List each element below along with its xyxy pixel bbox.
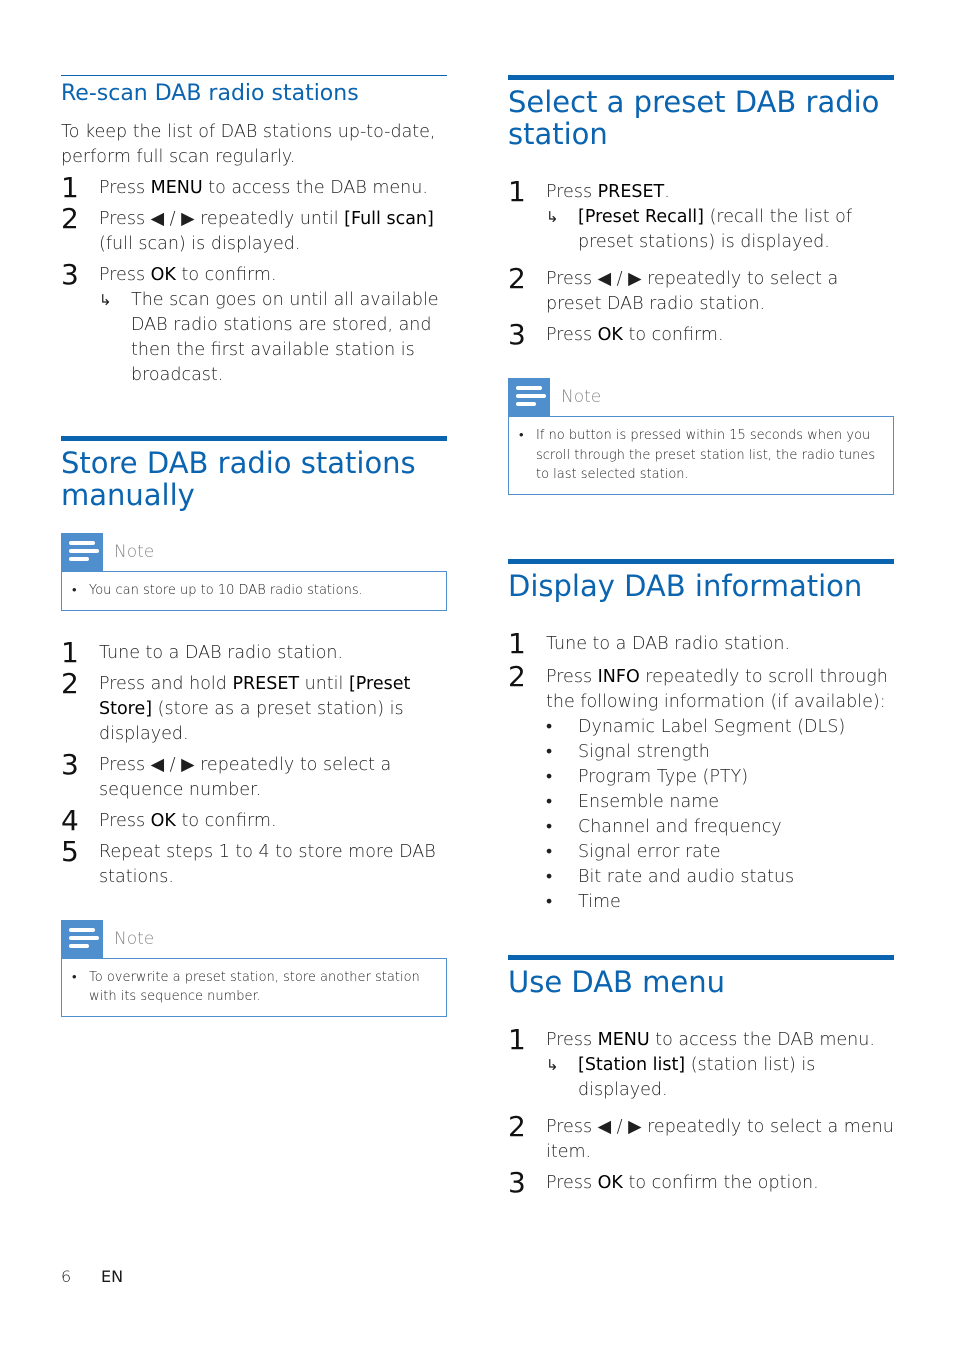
result-arrow-icon: ↳ xyxy=(99,291,112,309)
note-icon xyxy=(61,920,103,958)
list-item: • Bit rate and audio status xyxy=(546,866,795,887)
note-label: Note xyxy=(561,387,602,407)
select-step-2: 2 Press ◀ / ▶ repeatedly to select a preset DAB radio station. xyxy=(508,262,839,314)
store-note-2: Note • To overwrite a preset station, store another station with its sequence number. xyxy=(61,920,447,1017)
select-result: ↳ [Preset Recall] (recall the list of preset stations) is displayed. xyxy=(546,207,853,252)
select-step-3: 3 Press OK to confirm. xyxy=(508,318,724,351)
list-item: • Signal strength xyxy=(546,741,710,762)
rescan-heading: Re-scan DAB radio stations xyxy=(61,75,447,108)
menu-step-1: 1 Press MENU to access the DAB menu. ↳ [Station list] (station list) is displayed. xyxy=(508,1028,894,1103)
list-item: • Channel and frequency xyxy=(546,816,782,837)
list-item: • Time xyxy=(546,891,621,912)
result-arrow-icon: ↳ xyxy=(546,1055,559,1074)
rescan-step-1: 1 Press MENU to access the DAB menu. xyxy=(61,171,428,204)
select-step-1: 1 Press PRESET. ↳ [Preset Recall] (recall the list of preset stations) is displayed. xyxy=(508,180,894,255)
menu-step-3: 3 Press OK to confirm the option. xyxy=(508,1165,819,1199)
note-icon xyxy=(61,533,103,571)
language-code: EN xyxy=(101,1267,124,1286)
store-note-1: Note • You can store up to 10 DAB radio stations. xyxy=(61,533,447,611)
display-step-1: 1 Tune to a DAB radio station. xyxy=(508,626,791,660)
menu-heading: Use DAB menu xyxy=(508,955,894,998)
page-number: 6 xyxy=(61,1267,72,1286)
list-item: • Dynamic Label Segment (DLS) xyxy=(546,716,846,737)
menu-result: ↳ [Station list] (station list) is displayed. xyxy=(546,1054,816,1100)
store-heading: Store DAB radio stations manually xyxy=(61,436,447,511)
note-text: You can store up to 10 DAB radio stations. xyxy=(89,583,363,598)
note-text: If no button is pressed within 15 seconds when you scroll through the preset station list, the radio tunes to last selected station. xyxy=(536,428,876,482)
list-item: • Program Type (PTY) xyxy=(546,766,749,787)
rescan-result: ↳ The scan goes on until all available DAB radio stations are stored, and then the first available station is broadcast. xyxy=(99,290,439,385)
list-item: • Ensemble name xyxy=(546,791,720,812)
note-label: Note xyxy=(114,928,155,949)
rescan-step-2: 2 Press ◀ / ▶ repeatedly until [Full scan] (full scan) is displayed. xyxy=(61,202,434,254)
store-step-1: 1 Tune to a DAB radio station. xyxy=(61,635,344,669)
select-note: Note • If no button is pressed within 15 seconds when you scroll through the preset station list, the radio tunes to last selected station. xyxy=(508,378,894,495)
store-step-5: 5 Repeat steps 1 to 4 to store more DAB stations. xyxy=(61,834,436,887)
left-column xyxy=(61,75,447,1017)
note-label: Note xyxy=(114,542,155,562)
right-column xyxy=(508,75,894,1199)
result-arrow-icon: ↳ xyxy=(546,208,559,226)
note-text: To overwrite a preset station, store another station with its sequence number. xyxy=(89,969,420,1004)
display-heading: Display DAB information xyxy=(508,559,894,602)
note-icon xyxy=(508,378,550,416)
store-step-3: 3 Press ◀ / ▶ repeatedly to select a sequence number. xyxy=(61,747,392,800)
display-step-2: 2 Press INFO repeatedly to scroll through the following information (if available): • Dynamic Label Segment (DLS) • Signal strength • Program Type (PTY) • Ensemble name • Channel and frequency • Signal error rate • Bit rate and audio status • Time xyxy=(508,665,894,915)
list-item: • Signal error rate xyxy=(546,841,721,862)
store-step-4: 4 Press OK to confirm. xyxy=(61,803,277,837)
rescan-intro: To keep the list of DAB stations up-to-date, perform full scan regularly. xyxy=(61,122,436,167)
menu-step-2: 2 Press ◀ / ▶ repeatedly to select a menu item. xyxy=(508,1109,894,1162)
rescan-step-3: 3 Press OK to confirm. ↳ The scan goes on until all available DAB radio stations are stored, and then the first available station is broadcast. xyxy=(61,263,447,388)
store-step-2: 2 Press and hold PRESET until [Preset Store] (store as a preset station) is displayed. xyxy=(61,666,411,744)
select-heading: Select a preset DAB radio station xyxy=(508,75,894,150)
